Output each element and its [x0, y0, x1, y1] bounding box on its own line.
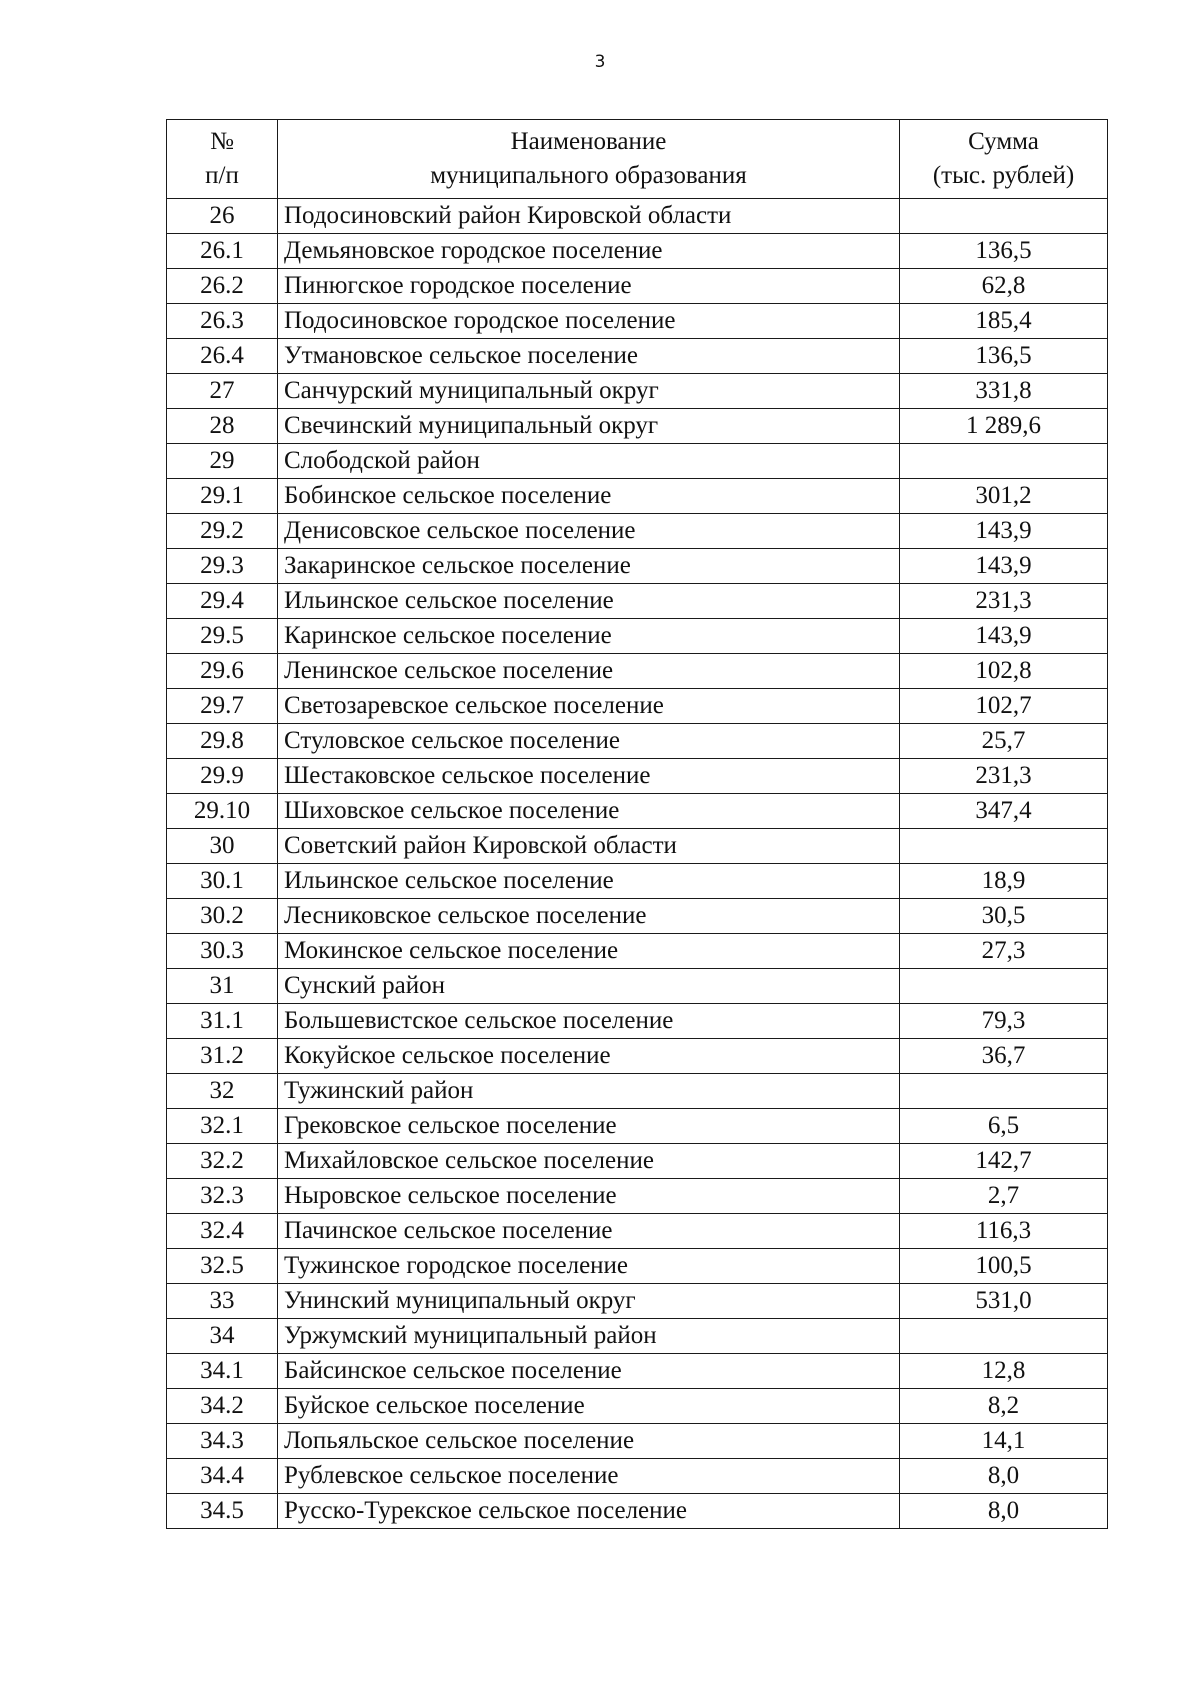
table-row — [167, 1144, 1108, 1179]
table-row — [167, 1074, 1108, 1109]
table-row — [167, 1179, 1108, 1214]
table-row — [167, 479, 1108, 514]
table-row — [167, 1494, 1108, 1529]
row-sum-cell: 25,7 — [900, 724, 1108, 759]
header-number-line-1: № — [210, 128, 234, 155]
row-name-cell: Ленинское сельское поселение — [278, 654, 900, 689]
row-name-cell: Пачинское сельское поселение — [278, 1214, 900, 1249]
row-number-cell: 34 — [167, 1319, 278, 1354]
table-row — [167, 1354, 1108, 1389]
table-row — [167, 1249, 1108, 1284]
row-name-cell: Унинский муниципальный округ — [278, 1284, 900, 1319]
table-row — [167, 1214, 1108, 1249]
row-name-cell: Светозаревское сельское поселение — [278, 689, 900, 724]
row-number-cell: 34.1 — [167, 1354, 278, 1389]
row-name-cell: Санчурский муниципальный округ — [278, 374, 900, 409]
row-number-cell: 33 — [167, 1284, 278, 1319]
row-sum-cell — [900, 1074, 1108, 1109]
header-name-line-2: муниципального образования — [430, 162, 747, 189]
table-row — [167, 584, 1108, 619]
row-number-cell: 26.2 — [167, 269, 278, 304]
row-sum-cell: 102,8 — [900, 654, 1108, 689]
row-number-cell: 29 — [167, 444, 278, 479]
table-row — [167, 794, 1108, 829]
table-row — [167, 374, 1108, 409]
row-name-cell: Стуловское сельское поселение — [278, 724, 900, 759]
header-sum-line-1: Сумма — [968, 128, 1039, 155]
row-sum-cell: 2,7 — [900, 1179, 1108, 1214]
row-sum-cell — [900, 969, 1108, 1004]
table-row — [167, 304, 1108, 339]
row-sum-cell: 185,4 — [900, 304, 1108, 339]
row-number-cell: 29.6 — [167, 654, 278, 689]
table-row — [167, 1389, 1108, 1424]
row-sum-cell — [900, 199, 1108, 234]
row-sum-cell: 347,4 — [900, 794, 1108, 829]
table-body — [167, 199, 1108, 1529]
table-row — [167, 934, 1108, 969]
row-sum-cell: 18,9 — [900, 864, 1108, 899]
row-sum-cell: 301,2 — [900, 479, 1108, 514]
table-row — [167, 234, 1108, 269]
table-row — [167, 689, 1108, 724]
row-number-cell: 32 — [167, 1074, 278, 1109]
row-sum-cell: 102,7 — [900, 689, 1108, 724]
row-number-cell: 30.2 — [167, 899, 278, 934]
row-name-cell: Денисовское сельское поселение — [278, 514, 900, 549]
row-number-cell: 28 — [167, 409, 278, 444]
row-number-cell: 30 — [167, 829, 278, 864]
row-name-cell: Лесниковское сельское поселение — [278, 899, 900, 934]
row-sum-cell: 8,0 — [900, 1459, 1108, 1494]
row-sum-cell — [900, 829, 1108, 864]
header-number-line-2: п/п — [205, 162, 239, 189]
row-name-cell: Шестаковское сельское поселение — [278, 759, 900, 794]
row-sum-cell: 1 289,6 — [900, 409, 1108, 444]
row-sum-cell: 8,2 — [900, 1389, 1108, 1424]
row-name-cell: Каринское сельское поселение — [278, 619, 900, 654]
row-sum-cell: 30,5 — [900, 899, 1108, 934]
table-row — [167, 549, 1108, 584]
row-number-cell: 31.1 — [167, 1004, 278, 1039]
row-sum-cell: 142,7 — [900, 1144, 1108, 1179]
row-number-cell: 34.5 — [167, 1494, 278, 1529]
row-number-cell: 32.1 — [167, 1109, 278, 1144]
row-sum-cell: 143,9 — [900, 514, 1108, 549]
table-row — [167, 759, 1108, 794]
row-number-cell: 30.3 — [167, 934, 278, 969]
table-row — [167, 654, 1108, 689]
row-number-cell: 27 — [167, 374, 278, 409]
table-row — [167, 1109, 1108, 1144]
row-number-cell: 34.4 — [167, 1459, 278, 1494]
row-sum-cell — [900, 1319, 1108, 1354]
row-sum-cell: 136,5 — [900, 339, 1108, 374]
table-row — [167, 514, 1108, 549]
row-number-cell: 34.3 — [167, 1424, 278, 1459]
row-name-cell: Большевистское сельское поселение — [278, 1004, 900, 1039]
table-row — [167, 829, 1108, 864]
table-row — [167, 199, 1108, 234]
table-row — [167, 339, 1108, 374]
row-number-cell: 26.1 — [167, 234, 278, 269]
row-number-cell: 29.1 — [167, 479, 278, 514]
row-number-cell: 26.3 — [167, 304, 278, 339]
table-header — [167, 120, 1108, 199]
allocation-table — [166, 119, 1108, 1529]
row-name-cell: Бобинское сельское поселение — [278, 479, 900, 514]
table-row — [167, 1424, 1108, 1459]
row-name-cell: Подосиновский район Кировской области — [278, 199, 900, 234]
row-number-cell: 29.8 — [167, 724, 278, 759]
table-row — [167, 1039, 1108, 1074]
row-name-cell: Тужинский район — [278, 1074, 900, 1109]
table-row — [167, 619, 1108, 654]
row-name-cell: Байсинское сельское поселение — [278, 1354, 900, 1389]
row-name-cell: Ильинское сельское поселение — [278, 864, 900, 899]
header-number — [167, 120, 278, 199]
row-name-cell: Советский район Кировской области — [278, 829, 900, 864]
row-name-cell: Подосиновское городское поселение — [278, 304, 900, 339]
row-number-cell: 30.1 — [167, 864, 278, 899]
row-name-cell: Михайловское сельское поселение — [278, 1144, 900, 1179]
row-name-cell: Тужинское городское поселение — [278, 1249, 900, 1284]
row-name-cell: Кокуйское сельское поселение — [278, 1039, 900, 1074]
row-number-cell: 29.4 — [167, 584, 278, 619]
row-name-cell: Рублевское сельское поселение — [278, 1459, 900, 1494]
row-sum-cell: 143,9 — [900, 619, 1108, 654]
row-name-cell: Ныровское сельское поселение — [278, 1179, 900, 1214]
table-row — [167, 1004, 1108, 1039]
row-name-cell: Русско-Турекское сельское поселение — [278, 1494, 900, 1529]
row-number-cell: 29.3 — [167, 549, 278, 584]
table-row — [167, 1319, 1108, 1354]
row-sum-cell: 100,5 — [900, 1249, 1108, 1284]
row-number-cell: 31.2 — [167, 1039, 278, 1074]
row-number-cell: 26 — [167, 199, 278, 234]
row-number-cell: 32.5 — [167, 1249, 278, 1284]
row-number-cell: 29.2 — [167, 514, 278, 549]
table-row — [167, 899, 1108, 934]
row-number-cell: 31 — [167, 969, 278, 1004]
row-name-cell: Слободской район — [278, 444, 900, 479]
row-name-cell: Закаринское сельское поселение — [278, 549, 900, 584]
header-sum — [900, 120, 1108, 199]
row-number-cell: 26.4 — [167, 339, 278, 374]
row-name-cell: Буйское сельское поселение — [278, 1389, 900, 1424]
row-name-cell: Сунский район — [278, 969, 900, 1004]
row-number-cell: 32.4 — [167, 1214, 278, 1249]
row-number-cell: 29.5 — [167, 619, 278, 654]
row-sum-cell: 231,3 — [900, 584, 1108, 619]
table-row — [167, 724, 1108, 759]
table-row — [167, 969, 1108, 1004]
header-row — [167, 120, 1108, 199]
row-sum-cell: 143,9 — [900, 549, 1108, 584]
row-name-cell: Уржумский муниципальный район — [278, 1319, 900, 1354]
row-name-cell: Утмановское сельское поселение — [278, 339, 900, 374]
row-name-cell: Грековское сельское поселение — [278, 1109, 900, 1144]
row-sum-cell: 331,8 — [900, 374, 1108, 409]
row-name-cell: Пинюгское городское поселение — [278, 269, 900, 304]
row-name-cell: Свечинский муниципальный округ — [278, 409, 900, 444]
table-row — [167, 444, 1108, 479]
table-row — [167, 269, 1108, 304]
row-sum-cell: 27,3 — [900, 934, 1108, 969]
row-number-cell: 32.3 — [167, 1179, 278, 1214]
header-sum-line-2: (тыс. рублей) — [932, 162, 1075, 189]
row-number-cell: 29.7 — [167, 689, 278, 724]
row-number-cell: 34.2 — [167, 1389, 278, 1424]
row-sum-cell: 62,8 — [900, 269, 1108, 304]
header-name-line-1: Наименование — [510, 128, 667, 155]
row-sum-cell: 531,0 — [900, 1284, 1108, 1319]
row-sum-cell: 136,5 — [900, 234, 1108, 269]
page-number: 3 — [594, 52, 606, 72]
table-row — [167, 864, 1108, 899]
row-sum-cell: 36,7 — [900, 1039, 1108, 1074]
row-sum-cell: 116,3 — [900, 1214, 1108, 1249]
row-name-cell: Ильинское сельское поселение — [278, 584, 900, 619]
row-sum-cell: 231,3 — [900, 759, 1108, 794]
row-number-cell: 29.10 — [167, 794, 278, 829]
row-number-cell: 32.2 — [167, 1144, 278, 1179]
table-row — [167, 1459, 1108, 1494]
row-name-cell: Шиховское сельское поселение — [278, 794, 900, 829]
row-sum-cell: 8,0 — [900, 1494, 1108, 1529]
table-row — [167, 1284, 1108, 1319]
row-number-cell: 29.9 — [167, 759, 278, 794]
row-name-cell: Мокинское сельское поселение — [278, 934, 900, 969]
row-sum-cell: 14,1 — [900, 1424, 1108, 1459]
row-sum-cell — [900, 444, 1108, 479]
row-sum-cell: 6,5 — [900, 1109, 1108, 1144]
row-name-cell: Демьяновское городское поселение — [278, 234, 900, 269]
table-row — [167, 409, 1108, 444]
row-sum-cell: 12,8 — [900, 1354, 1108, 1389]
row-name-cell: Лопьяльское сельское поселение — [278, 1424, 900, 1459]
row-sum-cell: 79,3 — [900, 1004, 1108, 1039]
header-name — [278, 120, 900, 199]
